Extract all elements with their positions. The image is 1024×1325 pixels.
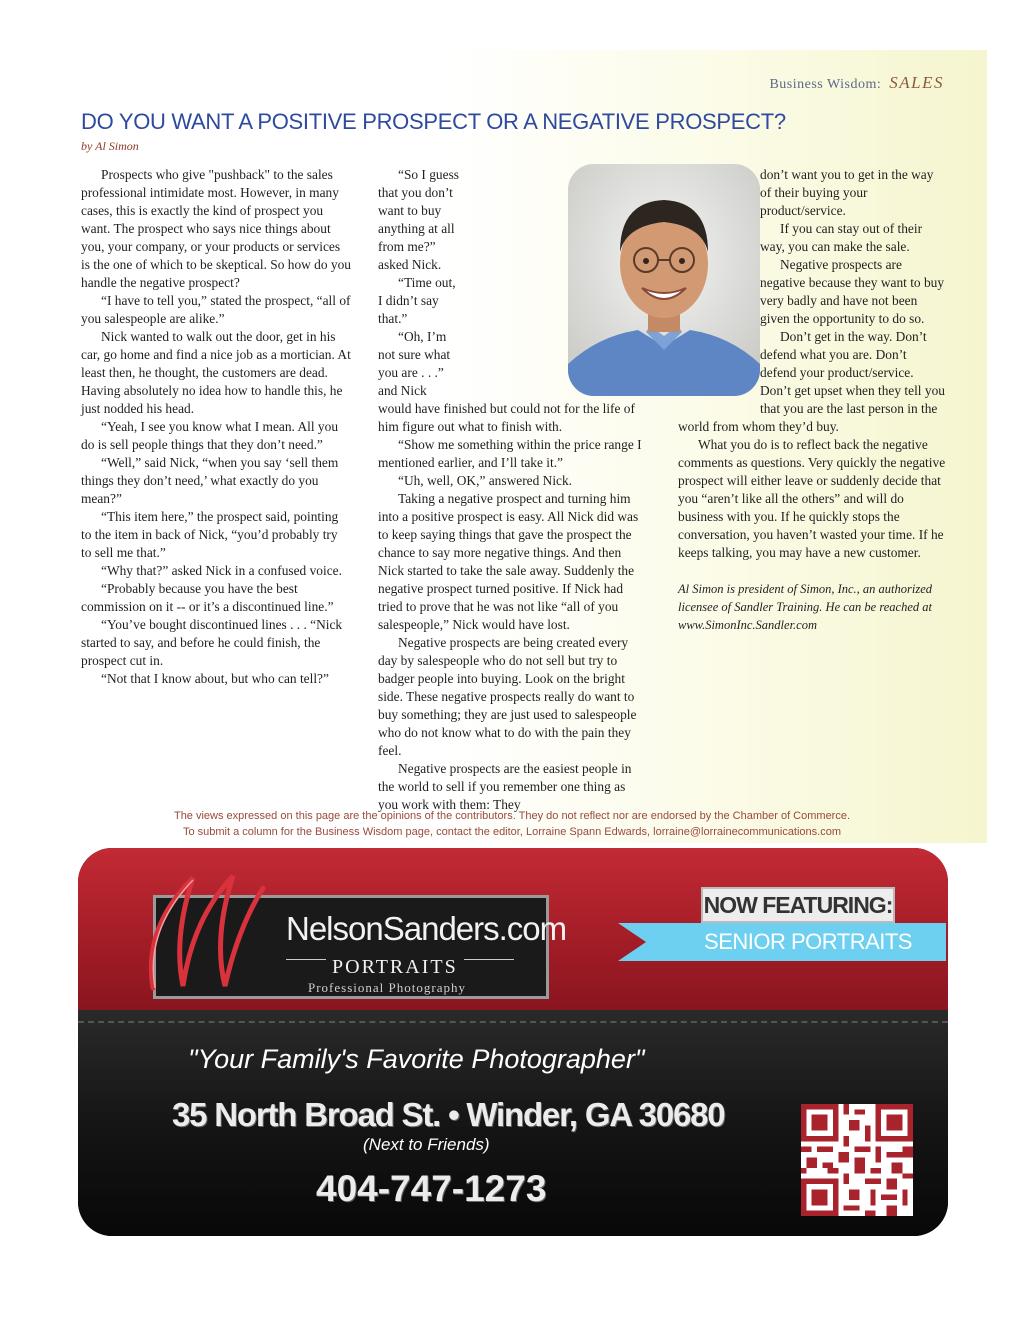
paragraph: “Why that?” asked Nick in a confused voice. — [101, 563, 342, 578]
disclaimer-line: To submit a column for the Business Wisdom page, contact the editor, Lorraine Spann Edwards, lorraine@lorrainecommunications.com — [182, 826, 842, 838]
advertisement — [78, 848, 948, 1236]
paragraph: “So I guess that you don’t want to buy anything at all from me?” asked Nick. — [378, 167, 459, 272]
article-byline: by Al Simon — [81, 139, 139, 153]
paragraph: “Well,” said Nick, “when you say ‘sell them things they don’t need,’ what exactly do you mean?” — [81, 455, 339, 506]
paragraph: don’t want you to get in the way of their buying your product/service. — [760, 167, 934, 218]
paragraph: “This item here,” the prospect said, pointing to the item in back of Nick, “you’d probably try to sell me that.” — [81, 509, 339, 560]
article-title: DO YOU WANT A POSITIVE PROSPECT OR A NEGATIVE PROSPECT? — [81, 109, 786, 134]
paragraph: If you can stay out of their way, you can make the sale. — [760, 221, 923, 254]
ad-address-note: (Next to Friends) — [363, 1135, 490, 1154]
paragraph: Negative prospects are the easiest people in the world to sell if you remember one thing as you work with them: They — [378, 761, 632, 812]
ad-tagline: "Your Family's Favorite Photographer" — [188, 1044, 645, 1074]
author-photo — [568, 164, 760, 396]
section-label — [769, 73, 944, 93]
paragraph: “Uh, well, OK,” answered Nick. — [398, 473, 573, 488]
paragraph: “I have to tell you,” stated the prospect, “all of you salespeople are alike.” — [81, 293, 351, 326]
paragraph: Taking a negative prospect and turning him into a positive prospect is easy. All Nick did was to keep saying things that gave the prospect the chance to say more negative things. And then Nick started to take the sale away. Suddenly the negative prospect turned positive. If Nick had tried to prove that he was not like “all of you salespeople,” Nick would have lost. — [378, 491, 639, 632]
paragraph: Prospects who give "pushback" to the sales professional intimidate most. However, in many cases, this is exactly the kind of prospect you want. The prospect who says nice things about you, your company, or your products or services is the one of which to be skeptical. So how do you handle the negative prospect? — [81, 167, 352, 290]
paragraph: Negative prospects are being created every day by salespeople who do not sell but try to badger people into buying. Look on the bright side. These negative prospects really do want to buy something; they are just used to salespeople who do not know what to do with the pain they feel. — [378, 635, 637, 758]
logo-portraits: PORTRAITS — [326, 956, 464, 979]
section-sub-label: SALES — [889, 73, 944, 92]
paragraph: Nick wanted to walk out the door, get in his car, go home and find a nice job as a mortician. At least then, he thought, the customers are dead. Having absolutely no idea how to handle this, he just nodded his head. — [81, 329, 351, 416]
paragraph: “Probably because you have the best commission on it -- or it’s a discontinued line.” — [81, 581, 334, 614]
article-column-1 — [81, 166, 351, 688]
author-bio: Al Simon is president of Simon, Inc., an authorized licensee of Sandler Training. He can be reached at www.SimonInc.Sandler.com — [678, 582, 933, 632]
paragraph: “Yeah, I see you know what I mean. All you do is sell people things that they don’t need.” — [81, 419, 339, 452]
ad-address: 35 North Broad St. • Winder, GA 30680 — [172, 1096, 725, 1133]
paragraph: Don’t get in the way. Don’t defend what you are. Don’t defend your product/service. Don’t get upset when they tell you that you are the last person in the world from whom they’d buy. — [678, 329, 945, 434]
section-label-text: Business Wisdom: — [769, 77, 882, 92]
disclaimer — [100, 808, 924, 840]
paragraph: “Time out, I didn’t say that.” — [378, 275, 456, 326]
now-featuring-badge: NOW FEATURING: — [701, 887, 895, 923]
ad-phone: 404-747-1273 — [316, 1168, 547, 1209]
paragraph: “You’ve bought discontinued lines . . . “Nick started to say, and before he could finish, the prospect cut in. — [81, 617, 343, 668]
ad-stitch-line — [78, 1021, 948, 1023]
disclaimer-line: The views expressed on this page are the opinions of the contributors. They do not reflect nor are endorsed by the Chamber of Commerce. — [173, 810, 851, 822]
paragraph: “Show me something within the price range I mentioned earlier, and I’ll take it.” — [378, 437, 642, 470]
logo-monogram-icon — [133, 858, 273, 998]
senior-portraits-text: SENIOR PORTRAITS — [704, 929, 912, 954]
logo-name: NelsonSanders.com — [286, 910, 567, 947]
paragraph: “Not that I know about, but who can tell?” — [101, 671, 329, 686]
paragraph: “Oh, I’m not sure what you are . . .” and Nick would have finished but could not for the life of him figure out what to finish with. — [378, 329, 635, 434]
paragraph: Negative prospects are negative because they want to buy very badly and have not been given the opportunity to do so. — [760, 257, 945, 326]
logo-professional: Professional Photography — [308, 980, 466, 995]
paragraph: What you do is to reflect back the negative comments as questions. Very quickly the negative prospect will either leave or suddenly decide that you “aren’t like all the others” and will do business with you. If he quickly stops the conversation, you haven’t wasted your time. If he keeps talking, you may have a new customer. — [678, 437, 946, 560]
qr-code-icon — [801, 1104, 913, 1216]
